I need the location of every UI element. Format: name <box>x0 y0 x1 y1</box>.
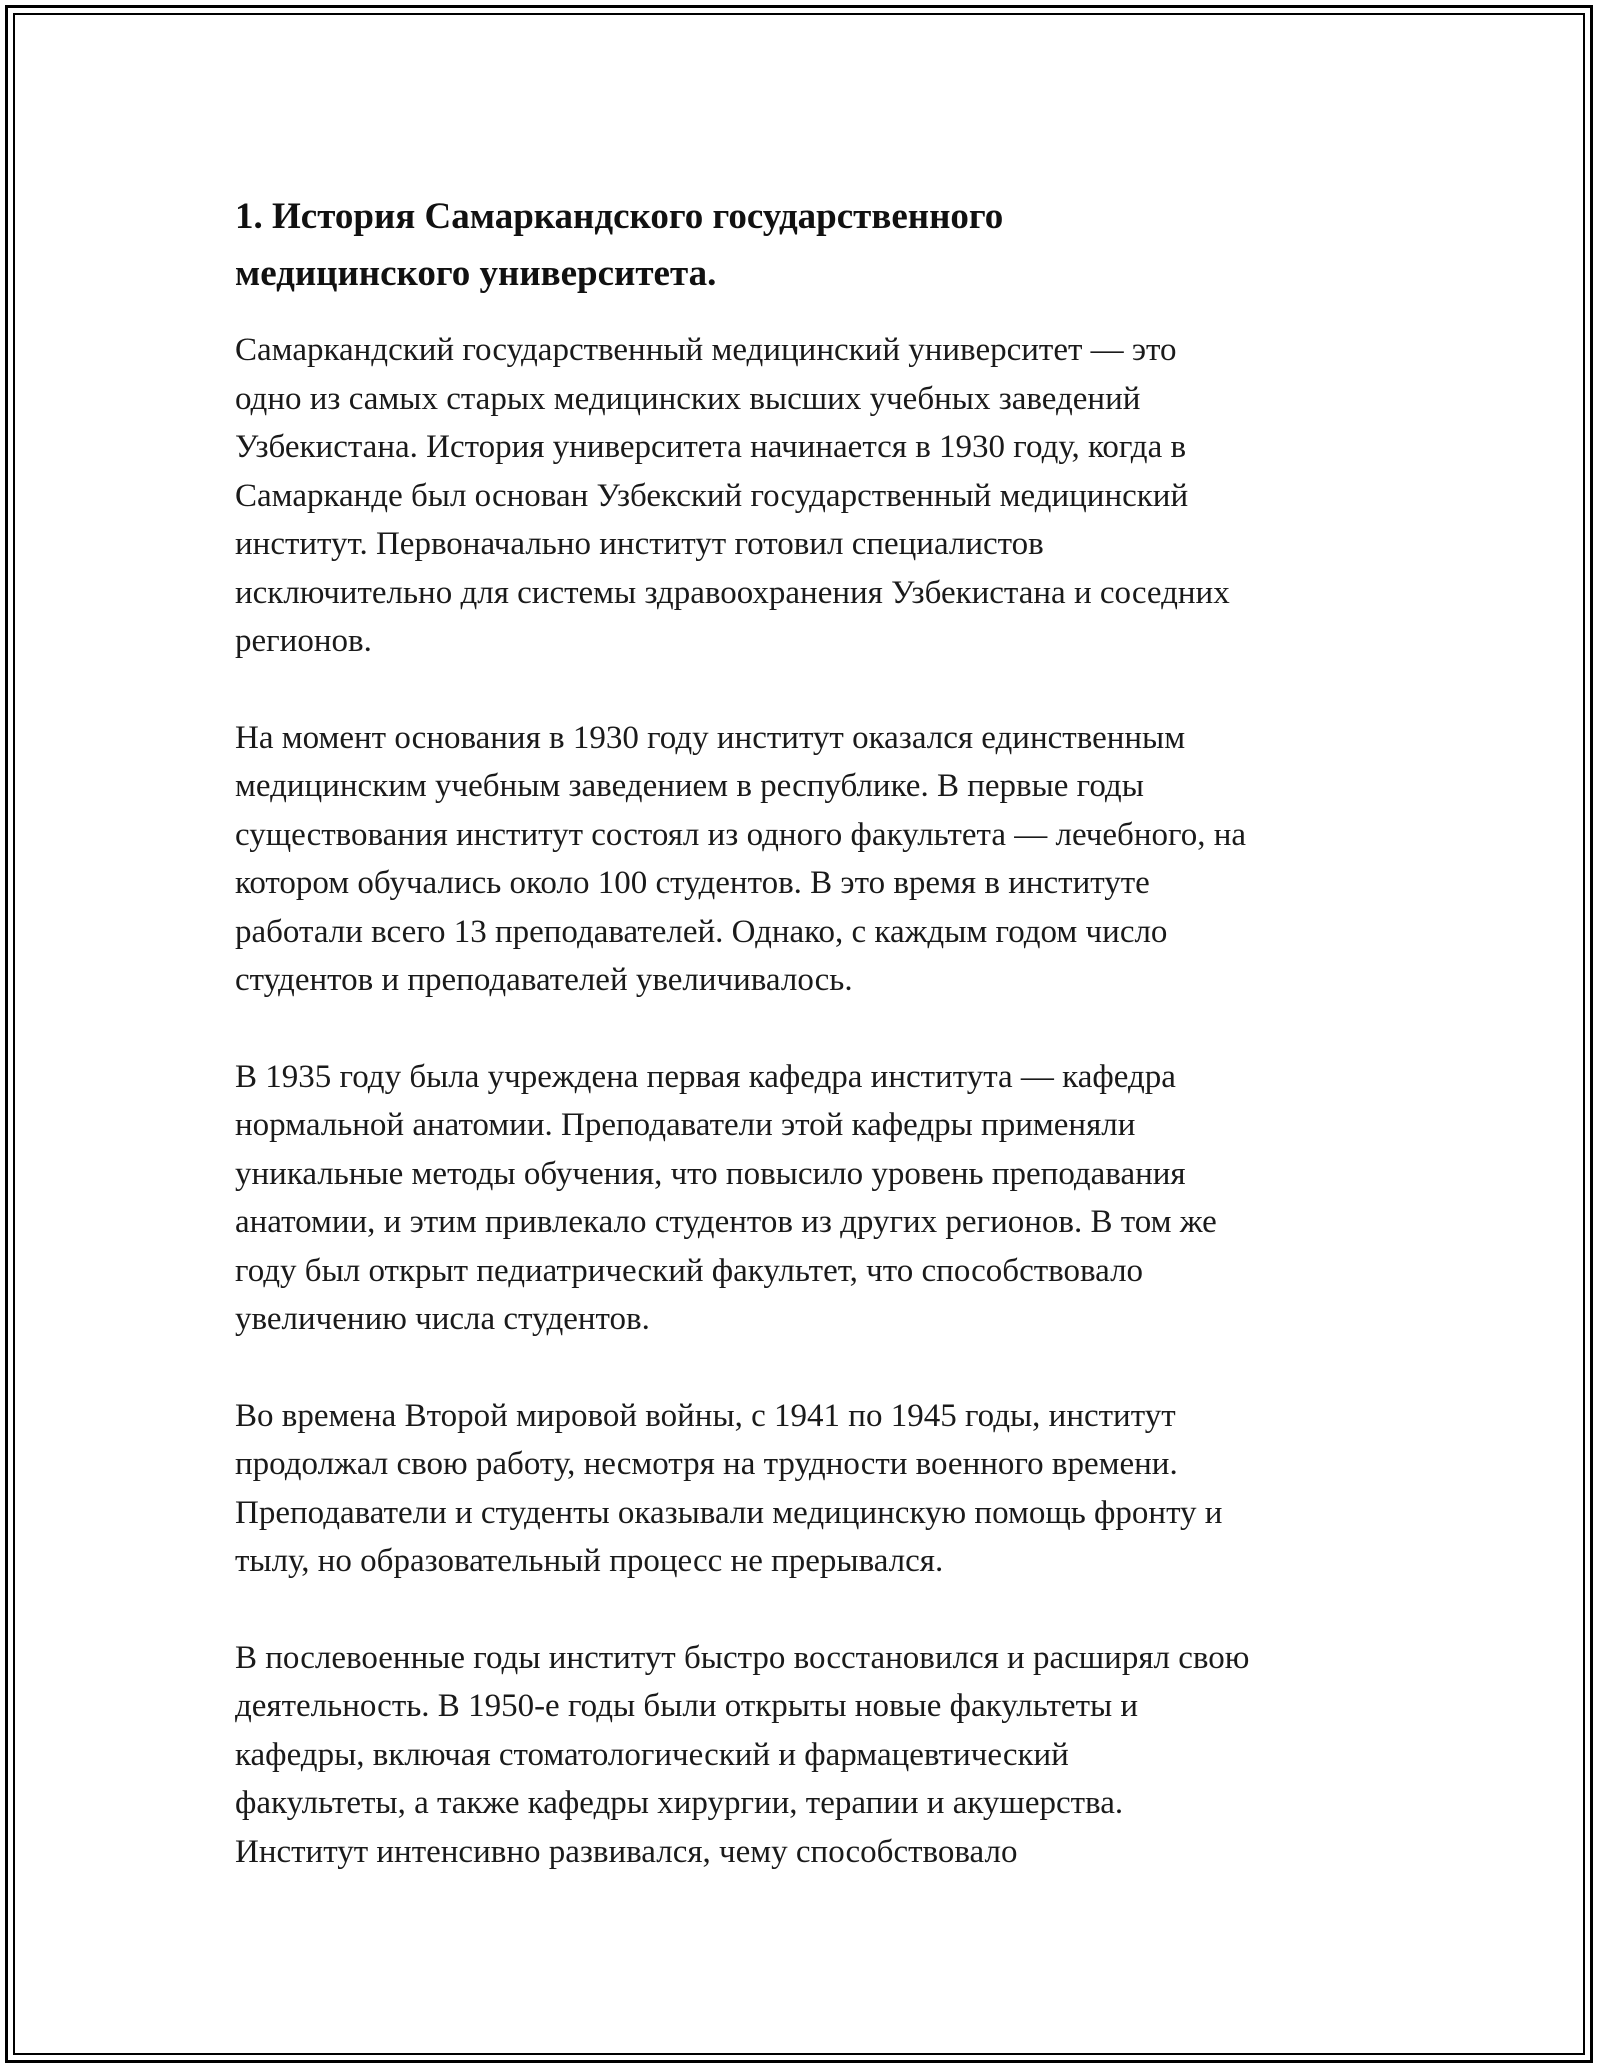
paragraph-line: исключительно для системы здравоохранения Узбекистана и соседних <box>235 574 1230 611</box>
paragraph-5 <box>235 1634 1375 1877</box>
paragraph-1 <box>235 326 1375 666</box>
paragraph-line: Самарканде был основан Узбекский государственный медицинский <box>235 477 1189 514</box>
paragraph-line: увеличению числа студентов. <box>235 1301 650 1337</box>
paragraph-4 <box>235 1392 1375 1586</box>
paragraph-line: медицинским учебным заведением в республике. В первые годы <box>235 768 1144 804</box>
heading-line: медицинского университета. <box>235 253 717 294</box>
paragraph-line: Самаркандский государственный медицинский университет — это <box>235 332 1177 368</box>
paragraph-line: продолжал свою работу, несмотря на трудности военного времени. <box>235 1446 1178 1482</box>
heading-line: 1. История Самаркандского государственного <box>235 196 1004 237</box>
paragraph-line: В 1935 году была учреждена первая кафедра института — кафедра <box>235 1058 1176 1095</box>
paragraph-line: На момент основания в 1930 году институт оказался единственным <box>235 719 1186 756</box>
paragraph-line: кафедры, включая стоматологический и фармацевтический <box>235 1736 1069 1773</box>
paragraph-line: работали всего 13 преподавателей. Однако, с каждым годом число <box>235 913 1168 950</box>
paragraph-line: уникальные методы обучения, что повысило уровень преподавания <box>235 1155 1186 1192</box>
paragraph-line: В послевоенные годы институт быстро восстановился и расширял свою <box>235 1639 1250 1676</box>
document-body <box>235 188 1375 1924</box>
paragraph-line: деятельность. В 1950-е годы были открыты новые факультеты и <box>235 1688 1139 1724</box>
paragraph-line: анатомии, и этим привлекало студентов из других регионов. В том же <box>235 1204 1217 1240</box>
paragraph-line: одно из самых старых медицинских высших учебных заведений <box>235 380 1141 417</box>
paragraph-line: Узбекистана. История университета начинается в 1930 году, когда в <box>235 429 1187 465</box>
paragraph-2 <box>235 714 1375 1005</box>
paragraph-line: факультеты, а также кафедры хирургии, терапии и акушерства. <box>235 1785 1124 1821</box>
paragraph-line: Институт интенсивно развивался, чему способствовало <box>235 1833 1018 1870</box>
paragraph-line: институт. Первоначально институт готовил специалистов <box>235 526 1044 562</box>
paragraph-line: студентов и преподавателей увеличивалось. <box>235 962 853 998</box>
paragraph-line: году был открыт педиатрический факультет, что способствовало <box>235 1252 1144 1289</box>
paragraph-line: тылу, но образовательный процесс не прерывался. <box>235 1543 944 1579</box>
paragraph-3 <box>235 1053 1375 1344</box>
paragraph-line: котором обучались около 100 студентов. В это время в институте <box>235 865 1150 901</box>
paragraph-line: Во времена Второй мировой войны, с 1941 по 1945 годы, институт <box>235 1397 1176 1434</box>
section-heading <box>235 188 1375 302</box>
paragraph-line: Преподаватели и студенты оказывали медицинскую помощь фронту и <box>235 1494 1223 1531</box>
paragraph-line: нормальной анатомии. Преподаватели этой кафедры применяли <box>235 1107 1136 1143</box>
paragraph-line: существования институт состоял из одного факультета — лечебного, на <box>235 816 1246 853</box>
paragraph-line: регионов. <box>235 623 372 659</box>
